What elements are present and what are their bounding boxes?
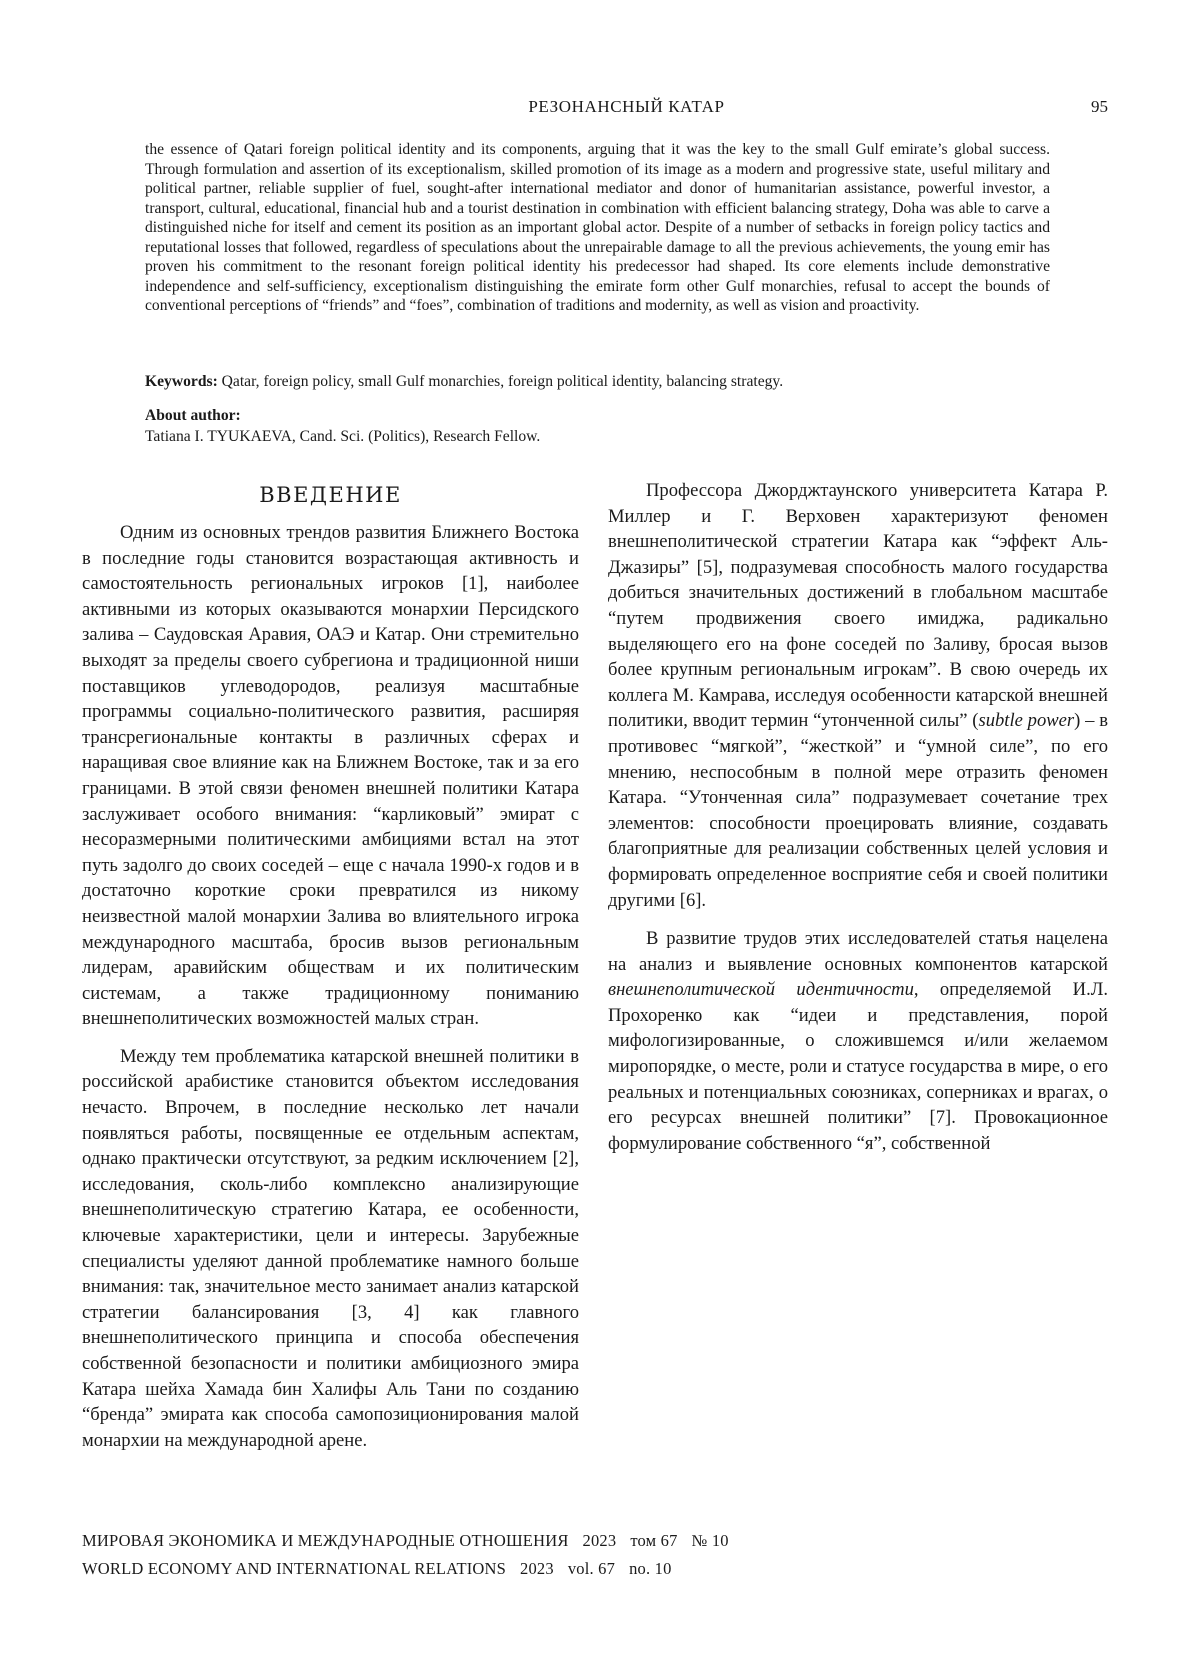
page-number: 95 (1091, 97, 1108, 116)
paragraph-3-text-a: Профессора Джорджтаунского университета Катара Р. Миллер и Г. Верховен характеризуют феномен внешнеполитической стратегии Катара как “эффект Аль-Джазиры” [5], подразумевая способность малого государства добиться значительных достижений в глобальном масштабе “путем продвижения своего имиджа, радикально выделяющего его на фоне соседей по Заливу, бросая вызов более крупным региональным игрокам”. В свою очередь их коллега М. Камрава, исследуя особенности катарской внешней политики, вводит термин “утонченной силы” ( (608, 480, 1108, 732)
keywords (145, 372, 1050, 392)
paragraph-2: Между тем проблематика катарской внешней политики в российской арабистике становится объектом исследования нечасто. Впрочем, в последние несколько лет начали появляться работы, посвященные ее отдельным аспектам, однако практически отсутствуют, за редким исключением [2], исследования, сколь-либо комплексно анализирующие внешнеполитическую стратегию Катара, ее особенности, ключевые характеристики, цели и интересы. Зарубежные специалисты уделяют данной проблематике намного больше внимания: так, значительное место занимает анализ катарской стратегии балансирования [3, 4] как главного внешнеполитического принципа и способа обеспечения собственной безопасности и политики амбициозного эмира Катара шейха Хамада бин Халифы Аль Тани по созданию “бренда” эмирата как способа самопозиционирования малой монархии на международной арене. (82, 1045, 579, 1451)
about-author-text: Tatiana I. TYUKAEVA, Cand. Sci. (Politics), Research Fellow. (145, 428, 541, 445)
paragraph-3 (608, 478, 1108, 913)
right-column (608, 478, 1108, 1156)
paragraph-4-text-a: В развитие трудов этих исследователей статья нацелена на анализ и выявление основных компонентов катарской (608, 928, 1108, 975)
keywords-label: Keywords: (145, 373, 218, 390)
running-title: РЕЗОНАНСНЫЙ КАТАР (528, 97, 725, 116)
footer-ru-year: 2023 (582, 1531, 617, 1550)
footer-en-journal: WORLD ECONOMY AND INTERNATIONAL RELATIONS (82, 1559, 507, 1578)
abstract (145, 140, 1050, 316)
footer-journal-en (82, 1559, 672, 1579)
paragraph-3-italic: subtle power (978, 710, 1075, 732)
left-column (82, 482, 579, 1453)
paragraph-4-italic: внешнеполитической идентичности (608, 979, 914, 1001)
footer-en-volume: vol. 67 (567, 1559, 616, 1578)
keywords-text: Qatar, foreign policy, small Gulf monarchies, foreign political identity, balancing strategy. (217, 373, 784, 390)
running-header (145, 97, 1108, 121)
footer-journal-ru (82, 1531, 729, 1551)
footer-en-year: 2023 (520, 1559, 554, 1578)
paragraph-4-text-b: , определяемой И.Л. Прохоренко как “идеи и представления, порой мифологизированные, о сложившемся и/или желаемом миропорядке, о месте, роли и статусе государства в мире, о его реальных и потенциальных союзниках, соперниках и врагах, о его ресурсах внешней политики” [7]. Провокационное формулирование собственного “я”, собственной (608, 979, 1108, 1154)
about-author (145, 405, 1050, 447)
abstract-text: the essence of Qatari foreign political identity and its components, arguing that it was the key to the small Gulf emirate’s global success. Through formulation and assertion of its exceptionalism, skilled promotion of its image as a modern and progressive state, useful military and political partner, reliable supplier of fuel, sought-after international mediator and donor of humanitarian assistance, powerful investor, a transport, cultural, educational, financial hub and a tourist destination in combination with efficient balancing strategy, Doha was able to carve a distinguished niche for itself and cement its position as an important global actor. Despite of a number of setbacks in foreign policy tactics and reputational losses that followed, regardless of speculations about the unrepairable damage to all the previous achievements, the young emir has proven his commitment to the resonant foreign political identity his predecessor had shaped. Its core elements include demonstrative independence and self-sufficiency, exceptionalism distinguishing the emirate form other Gulf monarchies, refusal to accept the bounds of conventional perceptions of “friends” and “foes”, combination of traditions and modernity, as well as vision and proactivity. (145, 141, 1050, 314)
footer-ru-issue: № 10 (691, 1531, 729, 1550)
paragraph-3-text-b: ) – в противовес “мягкой”, “жесткой” и “умной силе”, по его мнению, неспособным в полной мере отразить феномен Катара. “Утонченная сила” подразумевает сочетание трех элементов: способности проецировать влияние, создавать благоприятные для реализации собственных целей условия и формировать определенное восприятие себя и своей политики другими [6]. (608, 710, 1108, 911)
paragraph-4 (608, 926, 1108, 1156)
paragraph-1: Одним из основных трендов развития Ближнего Востока в последние годы становится возрастающая активность и самостоятельность региональных игроков [1], наиболее активными из которых оказываются монархии Персидского залива – Саудовская Аравия, ОАЭ и Катар. Они стремительно выходят за пределы своего субрегиона и традиционной ниши поставщиков углеводородов, реализуя масштабные программы социально-политического развития, расширяя трансрегиональные контакты в различных сферах и наращивая свое влияние как на Ближнем Востоке, так и за его границами. В этой связи феномен внешней политики Катара заслуживает особого внимания: “карликовый” эмират с несоразмерными политическими амбициями встал на этот путь задолго до своих соседей – еще с начала 1990-х годов и в достаточно короткие сроки превратился из никому неизвестной малой монархии Залива во влиятельного игрока международного масштаба, бросив вызов региональным лидерам, аравийским обществам и их политическим системам, а также традиционному пониманию внешнеполитических возможностей малых стран. (82, 522, 579, 1030)
footer-en-issue: no. 10 (629, 1559, 672, 1578)
footer-ru-volume: том 67 (630, 1531, 678, 1550)
section-title: ВВЕДЕНИЕ (259, 483, 402, 507)
footer-ru-journal: МИРОВАЯ ЭКОНОМИКА И МЕЖДУНАРОДНЫЕ ОТНОШЕНИЯ (82, 1531, 569, 1550)
about-author-label: About author: (145, 407, 241, 424)
